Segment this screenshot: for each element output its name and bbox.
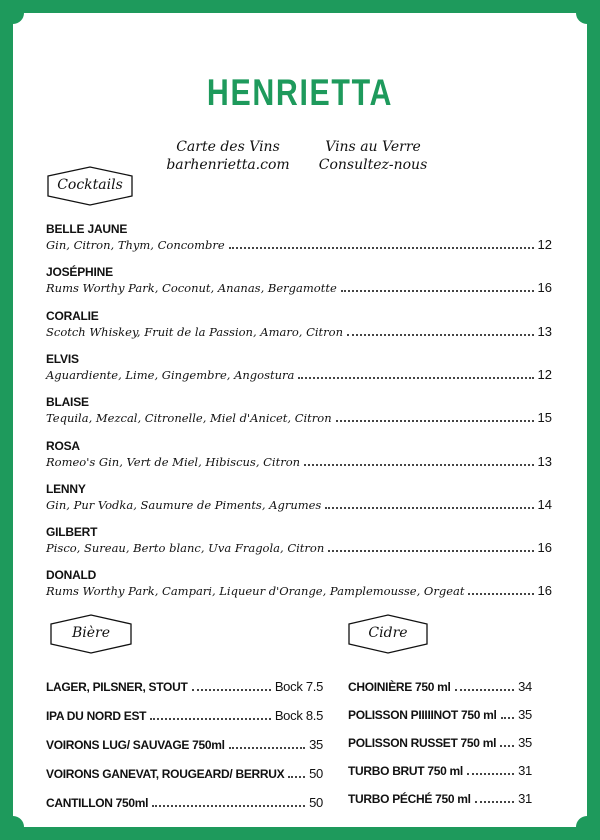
biere-name: VOIRONS LUG/ SAUVAGE 750ml [46,738,225,753]
cocktail-name: JOSÉPHINE [46,265,113,280]
dot-leader [501,717,515,719]
cidre-name: CHOINIÈRE 750 ml [348,680,451,694]
cidre-name: POLISSON RUSSET 750 ml [348,736,497,750]
biere-item [46,766,323,781]
cocktail-name: ROSA [46,438,80,453]
website-text: barhenrietta.com [166,157,290,173]
cocktail-ingredients: Gin, Pur Vodka, Saumure de Piments, Agrumes [46,497,322,512]
biere-price: Bock 7.5 [274,679,323,694]
cocktail-item [46,395,552,425]
cidre-price: 35 [518,735,532,750]
cocktail-line [46,280,552,295]
cocktail-name: DONALD [46,568,97,583]
biere-name: CANTILLON 750ml [46,796,149,811]
cocktail-line [46,540,552,555]
wine-list-label: Carte des Vins [176,139,280,155]
biere-price: Bock 8.5 [274,708,323,724]
cocktail-ingredients: Aguardiente, Lime, Gingembre, Angostura [46,367,295,382]
cocktail-name: GILBERT [46,525,98,540]
menu-title: HENRIETTA [206,72,394,113]
dot-leader [288,776,305,778]
cocktail-price: 12 [537,237,552,252]
dot-leader [304,464,533,466]
corner-ornament [2,816,24,838]
cidre-price: 35 [518,707,532,722]
consult-us-text: Consultez-nous [318,157,428,173]
cocktail-line [46,324,552,339]
cocktail-name: BLAISE [46,395,89,410]
cocktail-price: 16 [537,583,552,599]
cocktail-item [46,265,552,295]
cidre-item [348,707,532,722]
cidre-name: TURBO BRUT 750 ml [348,764,463,778]
section-title: Bière [71,625,111,641]
cidre-item [348,735,532,750]
cocktail-ingredients: Pisco, Sureau, Berto blanc, Uva Fragola, Citron [46,541,325,556]
dot-leader [347,334,534,336]
cocktail-price: 15 [537,410,552,426]
section-heading-cidre [348,614,428,654]
cocktail-ingredients: Gin, Citron, Thym, Concombre [46,238,225,252]
section-heading-cocktails [47,166,133,206]
cidre-price: 34 [518,679,532,694]
corner-ornament [576,816,598,838]
section-heading-biere [50,614,132,654]
cocktail-name: LENNY [46,481,86,496]
biere-name: LAGER, PILSNER, STOUT [46,680,188,694]
biere-item [46,795,323,810]
cocktail-item [46,568,552,598]
cidre-name: POLISSON PIIIIINOT 750 ml [348,708,497,722]
cocktail-name: ELVIS [46,351,79,366]
cocktail-line [46,583,552,598]
cocktail-ingredients: Rums Worthy Park, Coconut, Ananas, Bergamotte [46,281,337,296]
section-title: Cocktails [57,177,123,193]
section-title: Cidre [368,625,408,641]
cocktail-ingredients: Scotch Whiskey, Fruit de la Passion, Amaro, Citron [46,324,344,339]
biere-item [46,679,323,694]
biere-price: 50 [309,766,323,782]
dot-leader [341,290,534,292]
dot-leader [336,420,534,422]
cidre-item [348,763,532,778]
cocktail-item [46,309,552,339]
cocktail-price: 16 [537,540,552,556]
dot-leader [325,507,533,509]
cocktail-line [46,237,552,252]
cocktail-item [46,222,552,252]
cidre-price: 31 [518,791,532,806]
cocktail-item [46,482,552,512]
cocktail-item [46,439,552,469]
corner-ornament [576,2,598,24]
dot-leader [298,377,533,379]
biere-item [46,737,323,752]
dot-leader [328,550,533,552]
cocktail-price: 13 [537,323,552,339]
biere-name: VOIRONS GANEVAT, ROUGEARD/ BERRUX [46,767,285,782]
biere-price: 50 [309,795,323,811]
dot-leader [475,801,514,803]
dot-leader [150,718,271,720]
cidre-item [348,679,532,694]
cocktail-price: 14 [537,496,552,512]
cocktail-price: 16 [537,280,552,296]
cocktail-ingredients: Tequila, Mezcal, Citronelle, Miel d'Anicet, Citron [46,411,332,426]
biere-name: IPA DU NORD EST [46,709,147,724]
dot-leader [152,805,305,807]
wine-list-note [148,138,308,174]
cidre-price: 31 [518,763,532,778]
cocktail-ingredients: Rums Worthy Park, Campari, Liqueur d'Orange, Pamplemousse, Orgeat [46,584,465,599]
cocktail-ingredients: Romeo's Gin, Vert de Miel, Hibiscus, Citron [46,454,301,469]
dot-leader [229,747,305,749]
cocktail-price: 13 [537,453,552,469]
cocktail-name: BELLE JAUNE [46,222,128,236]
cidre-item [348,791,532,806]
dot-leader [455,689,515,691]
cocktail-line [46,367,552,382]
cidre-name: TURBO PÉCHÉ 750 ml [348,792,471,806]
cocktail-item [46,525,552,555]
wine-by-glass-note [302,138,444,174]
cocktail-line [46,410,552,425]
cocktail-line [46,497,552,512]
dot-leader [468,593,533,595]
cocktail-name: CORALIE [46,308,99,323]
dot-leader [500,745,514,747]
dot-leader [192,689,271,691]
dot-leader [229,247,534,249]
cocktail-item [46,352,552,382]
cocktail-line [46,454,552,469]
corner-ornament [2,2,24,24]
biere-item [46,708,323,723]
biere-price: 35 [309,737,323,753]
cocktail-price: 12 [537,366,552,382]
dot-leader [467,773,514,775]
wine-by-glass-label: Vins au Verre [325,139,421,155]
